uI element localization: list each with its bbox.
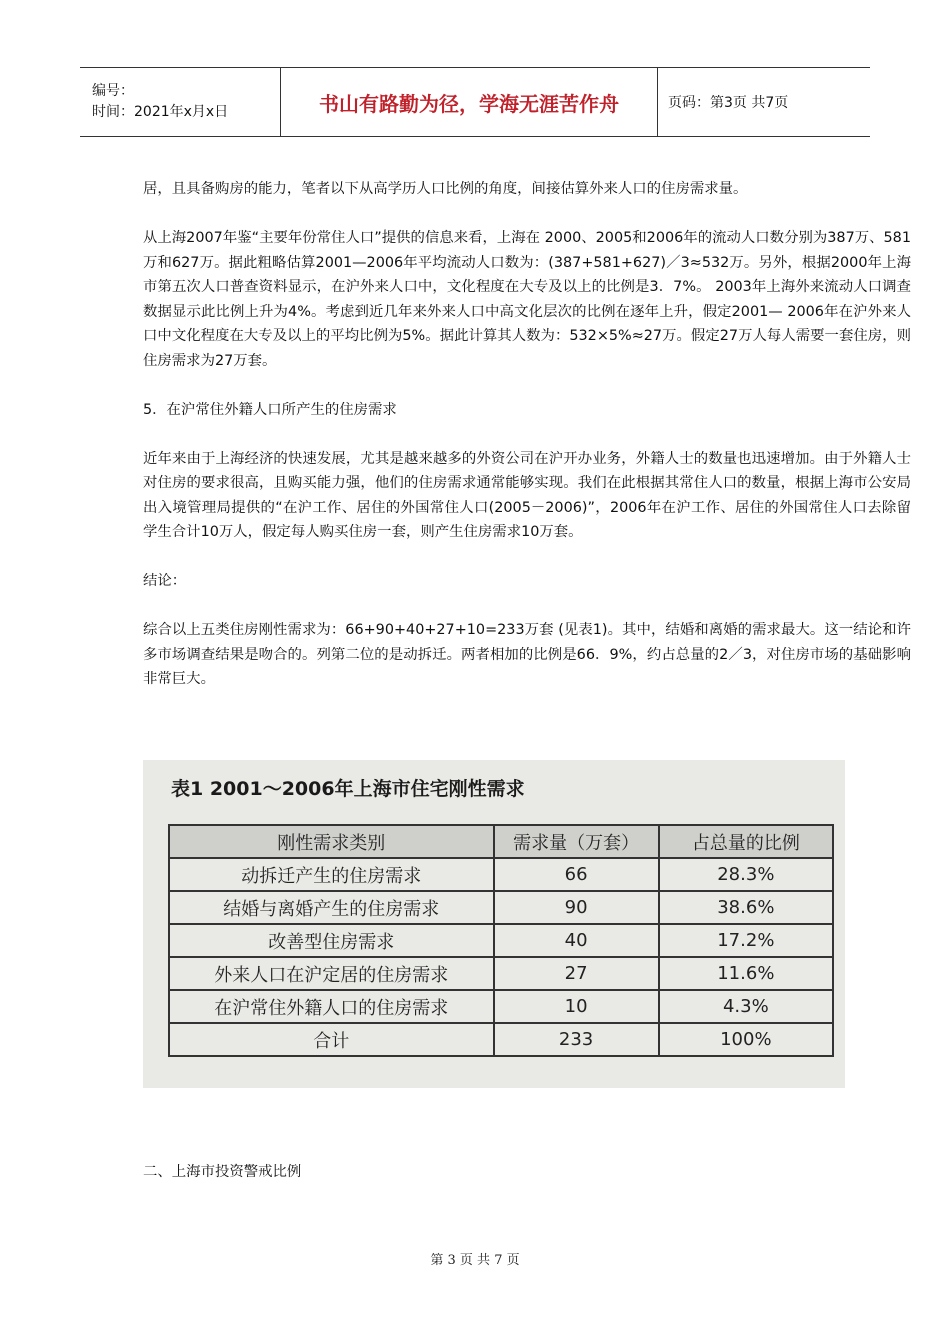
cell-category: 外来人口在沪定居的住房需求 bbox=[169, 957, 494, 990]
header-page-info: 页码：第3页 共7页 bbox=[668, 95, 789, 111]
cell-category: 在沪常住外籍人口的住房需求 bbox=[169, 990, 494, 1023]
date-line: 时间：2021年x月x日 bbox=[92, 104, 229, 120]
cell-quantity: 90 bbox=[494, 891, 659, 924]
cell-quantity: 40 bbox=[494, 924, 659, 957]
cell-share: 11.6% bbox=[659, 957, 833, 990]
cell-category: 结婚与离婚产生的住房需求 bbox=[169, 891, 494, 924]
paragraph-conclusion: 综合以上五类住房刚性需求为：66+90+40+27+10=233万套 (见表1)。其中，结婚和离婚的需求最大。这一结论和许多市场调查结果是吻合的。列第二位的是动拆迁。两者相加的比例是66．9%，约占总量的2／3，对住房市场的基础影响非常巨大。 bbox=[143, 622, 911, 687]
cell-quantity: 10 bbox=[494, 990, 659, 1023]
subheading-foreigners: 5．在沪常住外籍人口所产生的住房需求 bbox=[143, 401, 397, 418]
table-row bbox=[169, 858, 833, 891]
table-title: 表1 2001～2006年上海市住宅刚性需求 bbox=[171, 778, 525, 800]
table-header-row bbox=[169, 825, 833, 858]
table-row bbox=[169, 990, 833, 1023]
serial-label: 编号： bbox=[92, 83, 134, 99]
cell-share: 4.3% bbox=[659, 990, 833, 1023]
table-row bbox=[169, 957, 833, 990]
header-motto: 书山有路勤为径，学海无涯苦作舟 bbox=[280, 68, 658, 136]
cell-category: 改善型住房需求 bbox=[169, 924, 494, 957]
body-text bbox=[143, 177, 911, 716]
paragraph-foreigners: 近年来由于上海经济的快速发展，尤其是越来越多的外资公司在沪开办业务，外籍人士的数量也迅速增加。由于外籍人士对住房的要求很高，且购买能力强，他们的住房需求通常能够实现。我们在此根据其常住人口的数量，根据上海市公安局出入境管理局提供的“在沪工作、居住的外国常住人口(2005－2006)”，2006年在沪工作、居住的外国常住人口去除留学生合计10万人，假定每人购买住房一套，则产生住房需求10万套。 bbox=[143, 450, 911, 540]
cell-quantity: 27 bbox=[494, 957, 659, 990]
header-share: 占总量的比例 bbox=[659, 825, 833, 858]
page-header bbox=[80, 67, 870, 137]
cell-category: 动拆迁产生的住房需求 bbox=[169, 858, 494, 891]
cell-total-quantity: 233 bbox=[494, 1023, 659, 1056]
section-heading: 二、上海市投资警戒比例 bbox=[143, 1164, 302, 1180]
table-figure bbox=[143, 760, 845, 1088]
header-meta bbox=[80, 68, 280, 136]
paragraph-migrant-estimate: 从上海2007年鉴“主要年份常住人口”提供的信息来看，上海在 2000、2005和2006年的流动人口数分别为387万、581万和627万。据此粗略估算2001—2006年平均流动人口数为：(387+581+627)／3≈532万。另外，根据2000年上海市第五次人口普查资料显示，在沪外来人口中，文化程度在大专及以上的比例是3．7%。 2003年上海外来流动人口调查数据显示此比例上升为4%。考虑到近几年来外来人口中高文化层次的比例在逐年上升，假定2001— 2006年在沪外来人口中文化程度在大专及以上的平均比例为5%。据此计算其人数为：532×5%≈27万。假定27万人每人需要一套住房，则住房需求为27万套。 bbox=[143, 230, 911, 369]
cell-share: 17.2% bbox=[659, 924, 833, 957]
table-total-row bbox=[169, 1023, 833, 1056]
paragraph-intro: 居，且具备购房的能力，笔者以下从高学历人口比例的角度，间接估算外来人口的住房需求量。 bbox=[143, 181, 748, 197]
header-category: 刚性需求类别 bbox=[169, 825, 494, 858]
conclusion-label: 结论： bbox=[143, 573, 187, 589]
cell-total-label: 合计 bbox=[169, 1023, 494, 1056]
table-row bbox=[169, 924, 833, 957]
cell-total-share: 100% bbox=[659, 1023, 833, 1056]
demand-table bbox=[168, 824, 834, 1057]
cell-share: 28.3% bbox=[659, 858, 833, 891]
page-footer: 第 3 页 共 7 页 bbox=[430, 1253, 520, 1268]
header-quantity: 需求量（万套） bbox=[494, 825, 659, 858]
cell-quantity: 66 bbox=[494, 858, 659, 891]
table-row bbox=[169, 891, 833, 924]
cell-share: 38.6% bbox=[659, 891, 833, 924]
